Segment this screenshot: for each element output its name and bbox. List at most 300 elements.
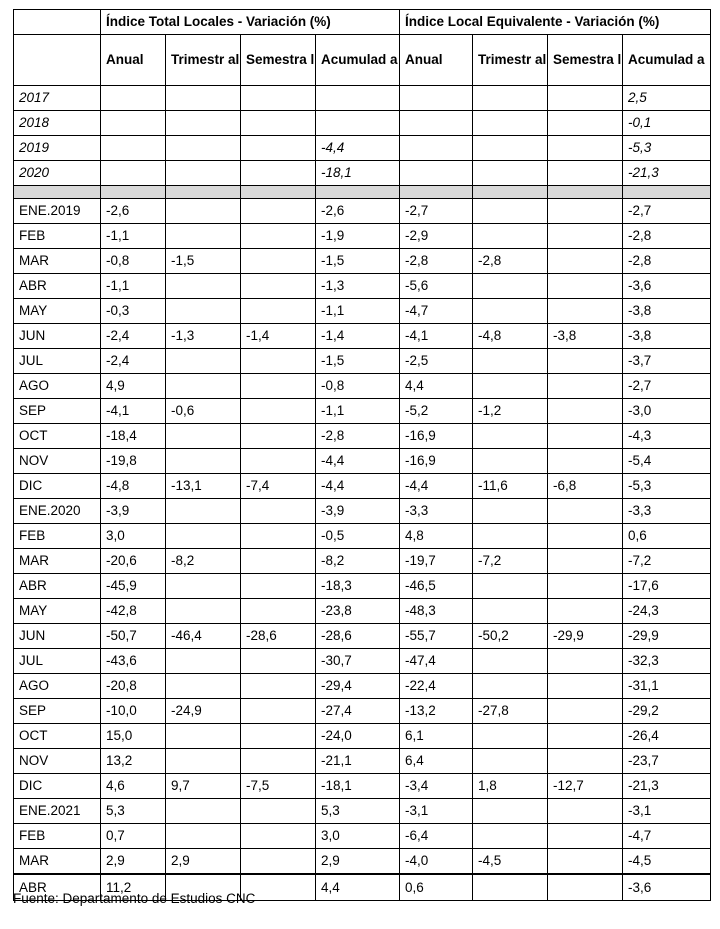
table-cell: -46,5 xyxy=(400,574,473,599)
table-cell: -1,4 xyxy=(241,324,316,349)
table-cell: -0,6 xyxy=(166,399,241,424)
separator-cell xyxy=(241,186,316,199)
row-label: NOV xyxy=(14,749,101,774)
table-cell xyxy=(101,161,166,186)
month-row xyxy=(14,199,711,224)
table-cell: -30,7 xyxy=(316,649,400,674)
table-cell xyxy=(473,599,548,624)
table-cell xyxy=(473,674,548,699)
table-cell: -1,3 xyxy=(316,274,400,299)
table-cell: -20,8 xyxy=(101,674,166,699)
table-cell xyxy=(548,424,623,449)
table-cell: 4,4 xyxy=(316,874,400,901)
subheader-acumulada: Acumulad a xyxy=(623,35,711,86)
table-cell: -7,2 xyxy=(473,549,548,574)
year-row xyxy=(14,111,711,136)
table-cell xyxy=(241,274,316,299)
table-cell xyxy=(241,424,316,449)
row-label: JUN xyxy=(14,624,101,649)
table-cell: -50,2 xyxy=(473,624,548,649)
month-row xyxy=(14,274,711,299)
table-cell xyxy=(166,749,241,774)
month-row xyxy=(14,349,711,374)
table-cell xyxy=(473,749,548,774)
table-cell: -26,4 xyxy=(623,724,711,749)
table-cell xyxy=(166,136,241,161)
table-cell xyxy=(241,849,316,875)
table-cell xyxy=(473,274,548,299)
table-cell: -43,6 xyxy=(101,649,166,674)
table-cell: -18,1 xyxy=(316,161,400,186)
row-label: ENE.2021 xyxy=(14,799,101,824)
table-cell xyxy=(548,136,623,161)
table-cell: -50,7 xyxy=(101,624,166,649)
row-label: ABR xyxy=(14,874,101,901)
row-label: FEB xyxy=(14,224,101,249)
table-cell: -42,8 xyxy=(101,599,166,624)
year-row xyxy=(14,86,711,111)
table-cell: 9,7 xyxy=(166,774,241,799)
table-cell: 2,9 xyxy=(101,849,166,875)
month-row xyxy=(14,224,711,249)
table-cell xyxy=(548,699,623,724)
table-cell: -1,3 xyxy=(166,324,241,349)
table-cell xyxy=(241,299,316,324)
table-cell: -3,4 xyxy=(400,774,473,799)
table-cell: -22,4 xyxy=(400,674,473,699)
table-cell: 11,2 xyxy=(101,874,166,901)
month-row xyxy=(14,549,711,574)
table-cell xyxy=(548,449,623,474)
table-cell: -29,9 xyxy=(548,624,623,649)
table-cell: -1,1 xyxy=(316,299,400,324)
table-cell xyxy=(166,299,241,324)
row-label: ENE.2020 xyxy=(14,499,101,524)
table-cell: -20,6 xyxy=(101,549,166,574)
month-row xyxy=(14,724,711,749)
table-cell xyxy=(166,86,241,111)
row-label: MAY xyxy=(14,599,101,624)
table-cell: -29,2 xyxy=(623,699,711,724)
table-cell: -1,5 xyxy=(316,249,400,274)
separator-cell xyxy=(101,186,166,199)
table-cell xyxy=(241,499,316,524)
table-cell: 4,6 xyxy=(101,774,166,799)
table-cell: 2,9 xyxy=(316,849,400,875)
table-cell: -4,0 xyxy=(400,849,473,875)
row-label: 2020 xyxy=(14,161,101,186)
table-cell xyxy=(166,424,241,449)
table-cell xyxy=(241,649,316,674)
table-cell: -2,7 xyxy=(400,199,473,224)
table-cell: -2,8 xyxy=(400,249,473,274)
table-cell xyxy=(473,499,548,524)
table-cell xyxy=(548,524,623,549)
month-row xyxy=(14,399,711,424)
table-cell xyxy=(473,424,548,449)
table-cell xyxy=(548,749,623,774)
table-cell: -45,9 xyxy=(101,574,166,599)
table-cell: -19,8 xyxy=(101,449,166,474)
month-row xyxy=(14,249,711,274)
table-cell: -48,3 xyxy=(400,599,473,624)
table-cell: -16,9 xyxy=(400,449,473,474)
table-cell: -21,3 xyxy=(623,161,711,186)
month-row xyxy=(14,824,711,849)
month-row xyxy=(14,374,711,399)
table-cell: -28,6 xyxy=(241,624,316,649)
table-cell: -17,6 xyxy=(623,574,711,599)
table-cell: 2,9 xyxy=(166,849,241,875)
table-cell xyxy=(473,111,548,136)
table-cell: -24,9 xyxy=(166,699,241,724)
table-cell: -2,4 xyxy=(101,324,166,349)
row-label: FEB xyxy=(14,824,101,849)
table-cell: -2,7 xyxy=(623,374,711,399)
table-cell xyxy=(548,86,623,111)
table-cell: -0,8 xyxy=(316,374,400,399)
row-label: MAY xyxy=(14,299,101,324)
row-label: NOV xyxy=(14,449,101,474)
table-cell xyxy=(548,249,623,274)
table-cell xyxy=(241,374,316,399)
separator-cell xyxy=(623,186,711,199)
table-cell xyxy=(473,824,548,849)
table-cell: -31,1 xyxy=(623,674,711,699)
table-cell xyxy=(548,374,623,399)
table-cell xyxy=(166,599,241,624)
table-cell xyxy=(473,574,548,599)
month-row xyxy=(14,774,711,799)
table-cell: -47,4 xyxy=(400,649,473,674)
table-cell xyxy=(548,649,623,674)
table-cell: -13,2 xyxy=(400,699,473,724)
table-cell: 0,7 xyxy=(101,824,166,849)
table-cell: -24,0 xyxy=(316,724,400,749)
table-cell xyxy=(166,161,241,186)
table-cell: -1,1 xyxy=(101,274,166,299)
table-cell: -3,8 xyxy=(623,324,711,349)
table-cell: -1,2 xyxy=(473,399,548,424)
table-cell xyxy=(166,224,241,249)
separator-cell xyxy=(166,186,241,199)
table-cell xyxy=(548,799,623,824)
table-cell: -6,8 xyxy=(548,474,623,499)
table-cell xyxy=(101,86,166,111)
table-cell: -23,8 xyxy=(316,599,400,624)
table-cell xyxy=(241,599,316,624)
table-cell xyxy=(101,136,166,161)
table-cell: -4,4 xyxy=(316,136,400,161)
group-header-row xyxy=(14,10,711,35)
table-cell xyxy=(166,111,241,136)
table-cell: -3,3 xyxy=(400,499,473,524)
table-cell xyxy=(166,649,241,674)
table-cell: -3,9 xyxy=(101,499,166,524)
group-header-total-locales: Índice Total Locales - Variación (%) xyxy=(101,10,400,35)
table-cell xyxy=(548,224,623,249)
table-cell: -24,3 xyxy=(623,599,711,624)
table-cell xyxy=(548,549,623,574)
table-cell xyxy=(548,724,623,749)
table-cell: -11,6 xyxy=(473,474,548,499)
table-cell: -13,1 xyxy=(166,474,241,499)
table-cell xyxy=(241,699,316,724)
table-cell: -27,4 xyxy=(316,699,400,724)
table-cell: -16,9 xyxy=(400,424,473,449)
subheader-acumulada: Acumulad a xyxy=(316,35,400,86)
row-label: AGO xyxy=(14,674,101,699)
table-cell xyxy=(473,299,548,324)
table-cell xyxy=(241,574,316,599)
table-cell: -0,5 xyxy=(316,524,400,549)
table-cell: -19,7 xyxy=(400,549,473,574)
table-cell: 6,4 xyxy=(400,749,473,774)
table-cell: -4,4 xyxy=(400,474,473,499)
month-row xyxy=(14,749,711,774)
month-row xyxy=(14,574,711,599)
corner-cell xyxy=(14,35,101,86)
table-cell: -3,3 xyxy=(623,499,711,524)
table-cell: -5,6 xyxy=(400,274,473,299)
table-cell: -3,9 xyxy=(316,499,400,524)
table-cell xyxy=(548,599,623,624)
table-cell: -10,0 xyxy=(101,699,166,724)
row-label: JUL xyxy=(14,349,101,374)
table-cell xyxy=(473,224,548,249)
table-cell: -46,4 xyxy=(166,624,241,649)
table-cell: -21,1 xyxy=(316,749,400,774)
table-cell: -1,1 xyxy=(101,224,166,249)
table-cell: -29,9 xyxy=(623,624,711,649)
table-cell: -3,6 xyxy=(623,874,711,901)
table-cell: -7,2 xyxy=(623,549,711,574)
table-cell: -18,1 xyxy=(316,774,400,799)
table-cell xyxy=(166,374,241,399)
row-label: SEP xyxy=(14,399,101,424)
table-cell: -5,4 xyxy=(623,449,711,474)
table-cell: 3,0 xyxy=(316,824,400,849)
row-label: DIC xyxy=(14,774,101,799)
row-label: JUN xyxy=(14,324,101,349)
year-row xyxy=(14,136,711,161)
table-cell: -6,4 xyxy=(400,824,473,849)
table-cell: -2,5 xyxy=(400,349,473,374)
month-row xyxy=(14,649,711,674)
row-label: DIC xyxy=(14,474,101,499)
table-cell xyxy=(166,824,241,849)
table-cell xyxy=(166,799,241,824)
row-label: MAR xyxy=(14,549,101,574)
month-row xyxy=(14,324,711,349)
table-cell: -2,8 xyxy=(316,424,400,449)
table-cell: -4,1 xyxy=(101,399,166,424)
table-cell: -2,8 xyxy=(623,224,711,249)
table-cell xyxy=(473,524,548,549)
table-cell: -12,7 xyxy=(548,774,623,799)
table-body xyxy=(14,10,711,901)
table-cell xyxy=(473,449,548,474)
table-cell xyxy=(400,111,473,136)
table-cell xyxy=(241,524,316,549)
table-cell: -18,4 xyxy=(101,424,166,449)
row-label: SEP xyxy=(14,699,101,724)
separator-row xyxy=(14,186,711,199)
table-cell xyxy=(241,349,316,374)
separator-cell xyxy=(316,186,400,199)
table-cell: -4,7 xyxy=(400,299,473,324)
table-cell: -4,8 xyxy=(101,474,166,499)
row-label: MAR xyxy=(14,849,101,875)
row-label: AGO xyxy=(14,374,101,399)
table-cell xyxy=(241,86,316,111)
table-cell: 1,8 xyxy=(473,774,548,799)
table-cell: -8,2 xyxy=(166,549,241,574)
table-cell xyxy=(241,249,316,274)
table-cell: -1,5 xyxy=(166,249,241,274)
table-cell xyxy=(548,874,623,901)
table-cell: -5,3 xyxy=(623,474,711,499)
table-cell: 5,3 xyxy=(316,799,400,824)
table-cell: -23,7 xyxy=(623,749,711,774)
month-row xyxy=(14,599,711,624)
table-cell: -4,7 xyxy=(623,824,711,849)
table-cell: 5,3 xyxy=(101,799,166,824)
table-cell xyxy=(548,399,623,424)
row-label: OCT xyxy=(14,724,101,749)
month-row xyxy=(14,449,711,474)
table-cell xyxy=(166,524,241,549)
row-label: 2019 xyxy=(14,136,101,161)
table-cell: 0,6 xyxy=(400,874,473,901)
month-row xyxy=(14,699,711,724)
table-cell xyxy=(548,574,623,599)
table-cell xyxy=(241,549,316,574)
table-cell: -2,6 xyxy=(101,199,166,224)
table-cell: -3,7 xyxy=(623,349,711,374)
table-cell: -2,7 xyxy=(623,199,711,224)
row-label: 2017 xyxy=(14,86,101,111)
row-label: JUL xyxy=(14,649,101,674)
table-cell xyxy=(548,349,623,374)
table-cell: -0,3 xyxy=(101,299,166,324)
month-row xyxy=(14,499,711,524)
row-label: ABR xyxy=(14,274,101,299)
source-footnote: Fuente: Departamento de Estudios CNC xyxy=(13,891,256,906)
table-cell xyxy=(473,649,548,674)
table-cell xyxy=(101,111,166,136)
subheader-semestral: Semestra l xyxy=(241,35,316,86)
table-cell xyxy=(241,399,316,424)
table-cell xyxy=(166,674,241,699)
table-cell: -3,0 xyxy=(623,399,711,424)
table-cell xyxy=(548,274,623,299)
month-row xyxy=(14,299,711,324)
table-cell: -7,5 xyxy=(241,774,316,799)
subheader-row xyxy=(14,35,711,86)
table-cell xyxy=(166,449,241,474)
table-cell xyxy=(241,749,316,774)
subheader-anual: Anual xyxy=(101,35,166,86)
table-cell: -4,5 xyxy=(473,849,548,875)
table-cell: -3,8 xyxy=(548,324,623,349)
table-cell: -4,8 xyxy=(473,324,548,349)
table-cell: -5,2 xyxy=(400,399,473,424)
row-label: ABR xyxy=(14,574,101,599)
table-cell: -28,6 xyxy=(316,624,400,649)
table-cell xyxy=(548,299,623,324)
table-cell xyxy=(548,499,623,524)
table-cell: -8,2 xyxy=(316,549,400,574)
table-cell: 15,0 xyxy=(101,724,166,749)
table-cell: -1,5 xyxy=(316,349,400,374)
separator-cell xyxy=(14,186,101,199)
table-cell xyxy=(473,136,548,161)
table-cell: -0,1 xyxy=(623,111,711,136)
table-cell xyxy=(548,674,623,699)
table-cell xyxy=(548,199,623,224)
table-cell: -29,4 xyxy=(316,674,400,699)
table-cell: -27,8 xyxy=(473,699,548,724)
table-cell xyxy=(548,824,623,849)
subheader-anual: Anual xyxy=(400,35,473,86)
table-cell xyxy=(473,874,548,901)
table-cell xyxy=(400,136,473,161)
subheader-semestral: Semestra l xyxy=(548,35,623,86)
table-cell: 0,6 xyxy=(623,524,711,549)
table-cell xyxy=(548,849,623,875)
table-cell xyxy=(473,161,548,186)
row-label: OCT xyxy=(14,424,101,449)
table-cell: -3,1 xyxy=(400,799,473,824)
table-cell xyxy=(473,724,548,749)
table-cell: -0,8 xyxy=(101,249,166,274)
table-cell: -1,4 xyxy=(316,324,400,349)
table-cell: 2,5 xyxy=(623,86,711,111)
table-cell xyxy=(241,824,316,849)
table-cell: -4,5 xyxy=(623,849,711,875)
month-row xyxy=(14,524,711,549)
table-cell: 3,0 xyxy=(101,524,166,549)
table-cell: -3,8 xyxy=(623,299,711,324)
table-cell xyxy=(316,111,400,136)
table-cell xyxy=(166,199,241,224)
table-cell: -18,3 xyxy=(316,574,400,599)
table-cell xyxy=(166,499,241,524)
table-cell: -2,4 xyxy=(101,349,166,374)
table-cell: -4,3 xyxy=(623,424,711,449)
month-row xyxy=(14,624,711,649)
table-cell: -4,4 xyxy=(316,449,400,474)
table-cell: -7,4 xyxy=(241,474,316,499)
table-cell xyxy=(241,136,316,161)
table-cell xyxy=(473,374,548,399)
month-row xyxy=(14,674,711,699)
group-header-local-equivalente: Índice Local Equivalente - Variación (%) xyxy=(400,10,711,35)
table-cell: -2,8 xyxy=(623,249,711,274)
table-cell: -2,9 xyxy=(400,224,473,249)
table-cell xyxy=(241,161,316,186)
subheader-trimestral: Trimestr al xyxy=(166,35,241,86)
table-cell xyxy=(400,161,473,186)
table-cell: 6,1 xyxy=(400,724,473,749)
separator-cell xyxy=(473,186,548,199)
table-cell xyxy=(473,86,548,111)
table-cell: -2,8 xyxy=(473,249,548,274)
table-cell xyxy=(166,274,241,299)
table-cell xyxy=(166,724,241,749)
table-cell: 4,4 xyxy=(400,374,473,399)
